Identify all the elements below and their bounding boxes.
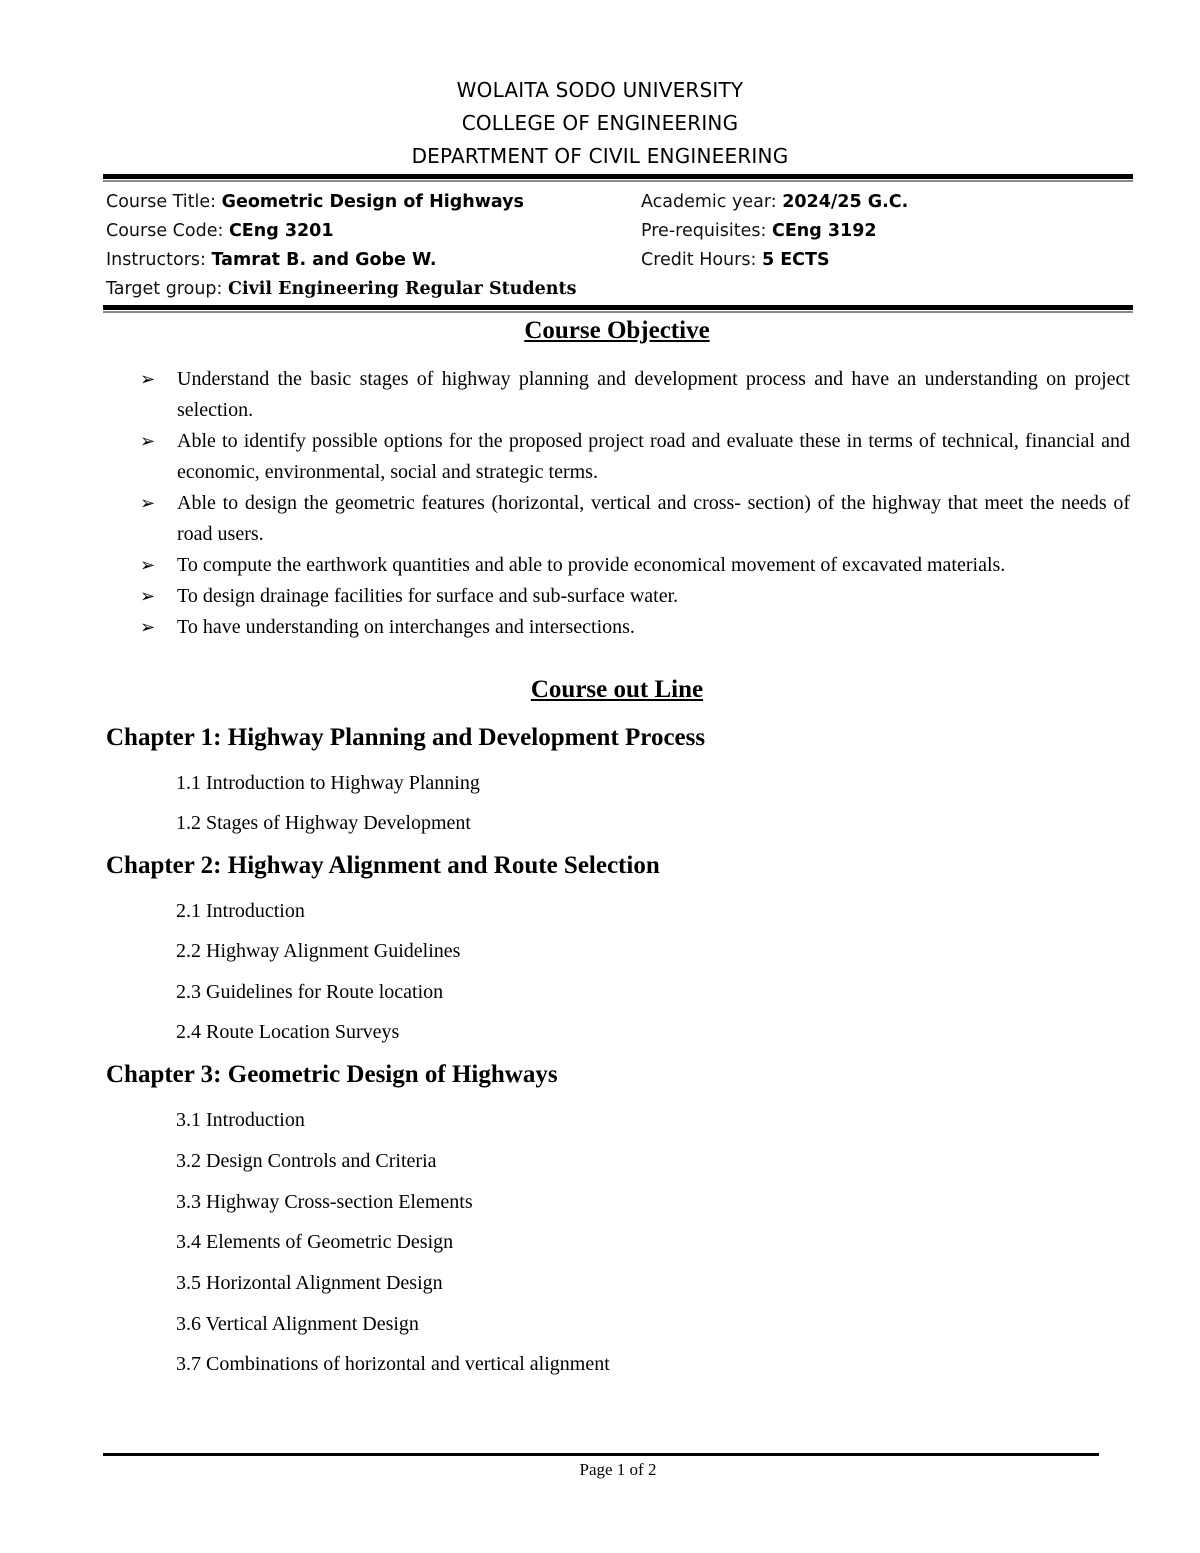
header-rule-top-shadow — [103, 180, 1133, 182]
arrow-bullet-icon: ➢ — [140, 431, 156, 451]
target-group-value: Civil Engineering Regular Students — [228, 279, 577, 299]
objective-item: ➢ To have understanding on interchanges and intersections. — [140, 612, 1130, 643]
chapter-1-heading: Chapter 1: Highway Planning and Development Process — [106, 724, 706, 751]
section-item: 1.2 Stages of Highway Development — [176, 812, 471, 834]
chapter-2-heading: Chapter 2: Highway Alignment and Route Selection — [106, 852, 660, 879]
objective-item: ➢ To compute the earthwork quantities and able to provide economical movement of excavated materials. — [140, 550, 1130, 581]
instructors-value: Tamrat B. and Gobe W. — [211, 250, 437, 270]
objective-item: ➢ Able to design the geometric features (horizontal, vertical and cross- section) of the highway that meet the needs of road users. — [140, 488, 1130, 550]
objective-item: ➢ Able to identify possible options for the proposed project road and evaluate these in terms of technical, financial and economic, environmental, social and strategic terms. — [140, 426, 1130, 488]
footer-rule — [103, 1453, 1099, 1456]
instructors-label: Instructors: — [106, 250, 206, 270]
objective-list — [140, 364, 1130, 643]
section-item: 3.2 Design Controls and Criteria — [176, 1150, 437, 1172]
arrow-bullet-icon: ➢ — [140, 586, 156, 606]
prerequisites-row — [641, 221, 877, 241]
section-item: 2.3 Guidelines for Route location — [176, 981, 444, 1003]
credit-hours-row — [641, 250, 830, 270]
header-rule-bottom-shadow — [103, 311, 1133, 313]
section-item: 2.4 Route Location Surveys — [176, 1021, 400, 1043]
chapter-3-heading: Chapter 3: Geometric Design of Highways — [106, 1061, 558, 1088]
academic-year-value: 2024/25 G.C. — [782, 192, 909, 212]
section-item: 3.3 Highway Cross-section Elements — [176, 1191, 473, 1213]
page-number: Page 1 of 2 — [579, 1460, 657, 1479]
section-item: 3.4 Elements of Geometric Design — [176, 1231, 454, 1253]
course-code-value: CEng 3201 — [228, 221, 334, 241]
arrow-bullet-icon: ➢ — [140, 493, 156, 513]
course-title-row — [106, 192, 524, 212]
university-name: WOLAITA SODO UNIVERSITY — [456, 78, 744, 102]
header-rule-top — [103, 174, 1133, 179]
academic-year-row — [641, 192, 908, 212]
arrow-bullet-icon: ➢ — [140, 369, 156, 389]
header-rule-bottom — [103, 305, 1133, 310]
section-item: 3.5 Horizontal Alignment Design — [176, 1272, 443, 1294]
section-item: 2.2 Highway Alignment Guidelines — [176, 940, 461, 962]
department-name: DEPARTMENT OF CIVIL ENGINEERING — [411, 144, 789, 168]
course-code-label: Course Code: — [106, 221, 224, 241]
instructors-row — [106, 250, 437, 270]
course-objective-title: Course Objective — [524, 317, 710, 344]
academic-year-label: Academic year: — [641, 192, 777, 212]
credit-hours-value: 5 ECTS — [761, 250, 830, 270]
arrow-bullet-icon: ➢ — [140, 617, 156, 637]
course-title-value: Geometric Design of Highways — [221, 192, 524, 212]
section-item: 3.1 Introduction — [176, 1109, 305, 1131]
prerequisites-value: CEng 3192 — [771, 221, 877, 241]
target-group-row — [106, 279, 576, 299]
section-item: 1.1 Introduction to Highway Planning — [176, 772, 480, 794]
course-code-row — [106, 221, 334, 241]
target-group-label: Target group: — [106, 279, 223, 299]
objective-item: ➢ Understand the basic stages of highway planning and development process and have an understanding on project selection. — [140, 364, 1130, 426]
section-item: 2.1 Introduction — [176, 900, 305, 922]
prerequisites-label: Pre-requisites: — [641, 221, 767, 241]
course-title-label: Course Title: — [106, 192, 217, 212]
objective-item: ➢ To design drainage facilities for surface and sub-surface water. — [140, 581, 1130, 612]
arrow-bullet-icon: ➢ — [140, 555, 156, 575]
section-item: 3.7 Combinations of horizontal and vertical alignment — [176, 1353, 610, 1375]
section-item: 3.6 Vertical Alignment Design — [176, 1313, 419, 1335]
college-name: COLLEGE OF ENGINEERING — [461, 111, 739, 135]
credit-hours-label: Credit Hours: — [641, 250, 757, 270]
course-outline-title: Course out Line — [530, 676, 704, 703]
